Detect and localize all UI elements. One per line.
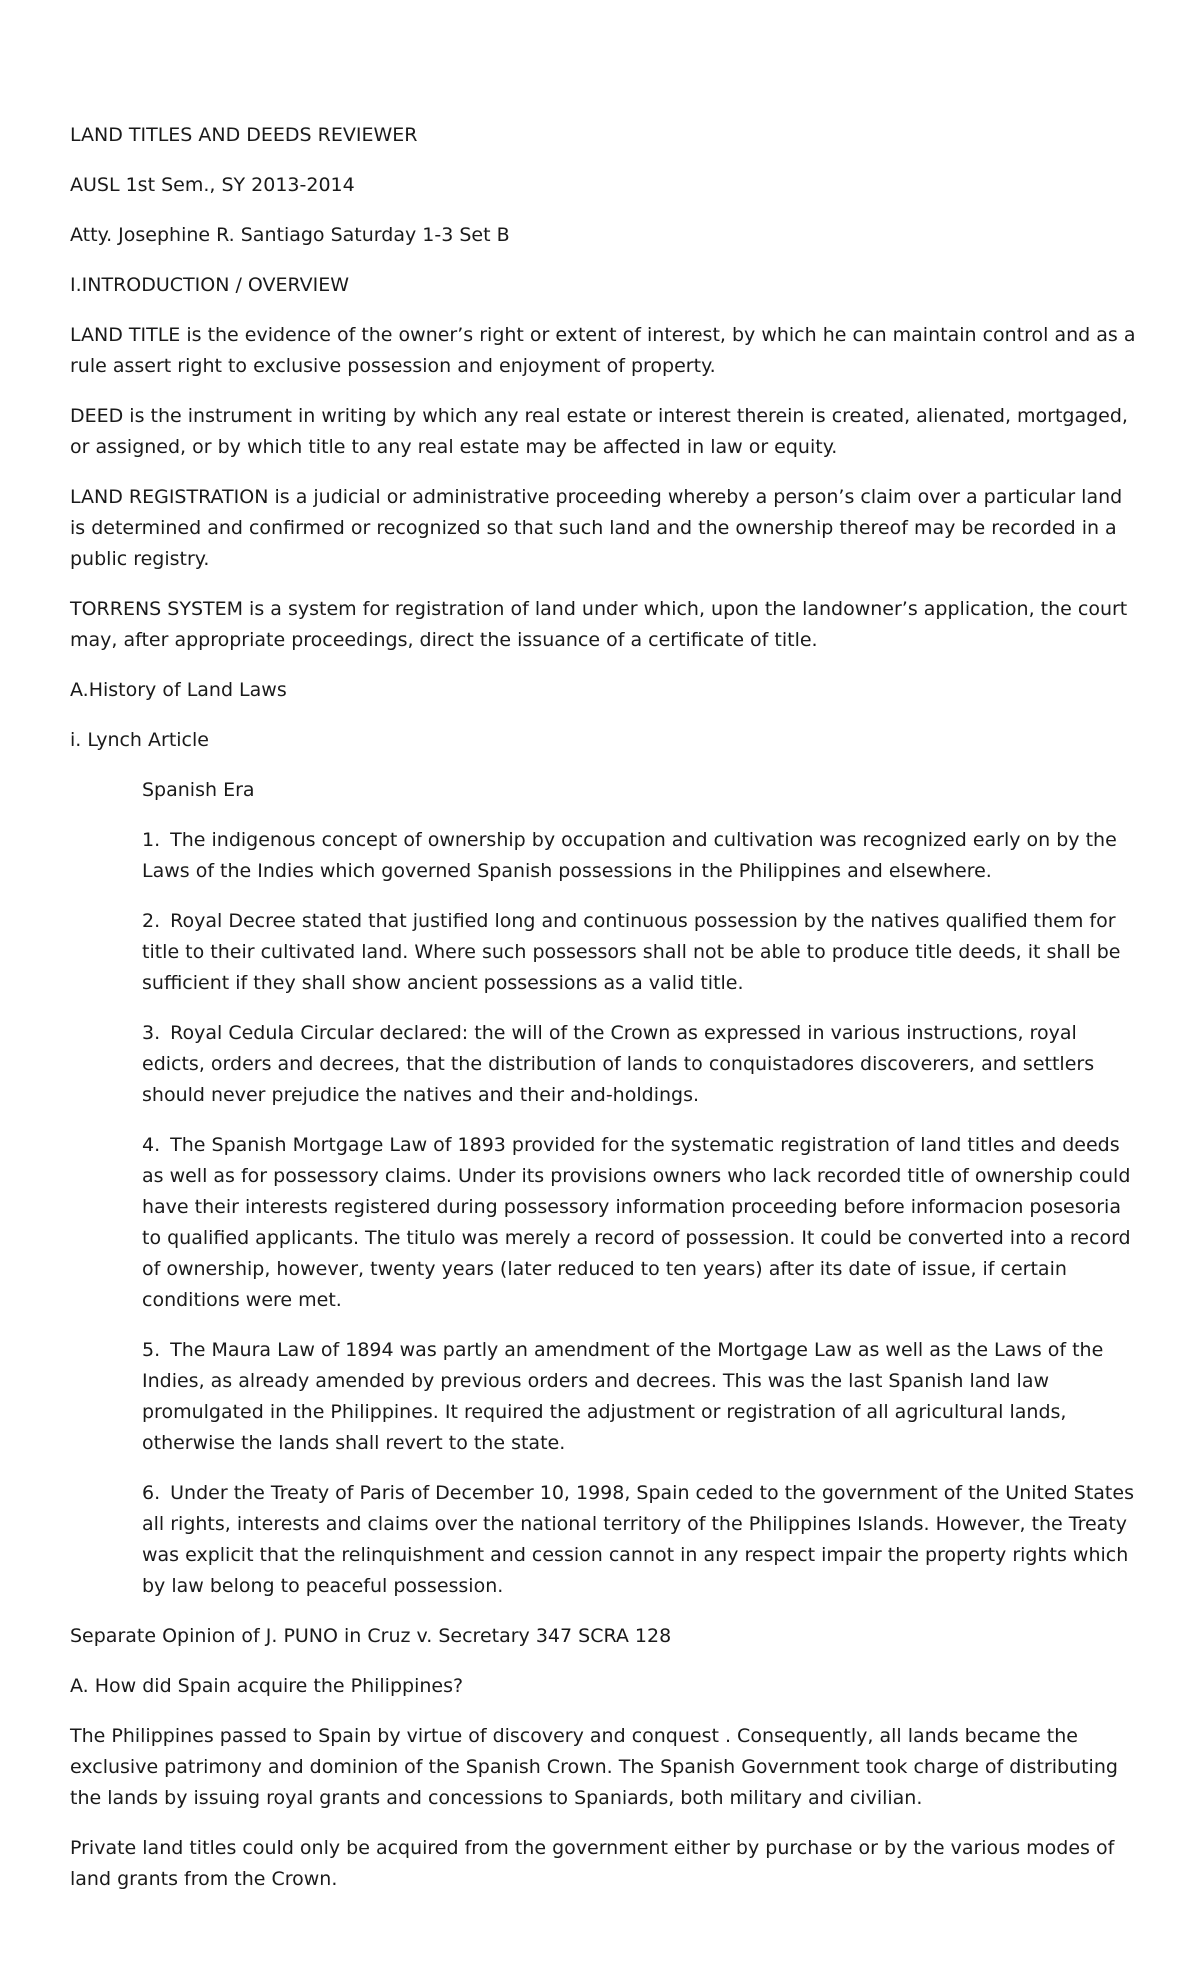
question-heading: A. How did Spain acquire the Philippines?: [70, 1675, 464, 1697]
list-item-text: Royal Decree stated that justified long and continuous possession by the natives qualified them for title to their cultivated land. Where such possessors shall not be able to produce title deeds, it shall be sufficient if they shall show ancient possessions as a valid title.: [142, 910, 1121, 994]
list-item: [142, 1335, 1140, 1459]
section-heading-intro: I.INTRODUCTION / OVERVIEW: [70, 274, 350, 296]
closing-paragraph: Private land titles could only be acquired from the government either by purchase or by the various modes of land grants from the Crown.: [70, 1837, 1115, 1890]
document-body: [70, 120, 1140, 1914]
list-item: [142, 1478, 1140, 1602]
document-title: LAND TITLES AND DEEDS REVIEWER: [70, 124, 418, 146]
era-heading: Spanish Era: [142, 779, 255, 801]
list-item-text: Under the Treaty of Paris of December 10, 1998, Spain ceded to the government of the United States all rights, interests and claims over the national territory of the Philippines Islands. However, the Treaty was explicit that the relinquishment and cession cannot in any respect impair the property rights which by law belong to peaceful possession.: [142, 1482, 1134, 1597]
list-item: [142, 825, 1140, 887]
list-item: [142, 1130, 1140, 1316]
list-item-text: Royal Cedula Circular declared: the will of the Crown as expressed in various instructions, royal edicts, orders and decrees, that the distribution of lands to conquistadores discoverers, and settlers should never prejudice the natives and their and-holdings.: [142, 1022, 1095, 1106]
definition-deed: DEED is the instrument in writing by which any real estate or interest therein is created, alienated, mortgaged, or assigned, or by which title to any real estate may be affected in law or equity.: [70, 405, 1128, 458]
subsection-heading-lynch: i. Lynch Article: [70, 729, 209, 751]
semester-line: AUSL 1st Sem., SY 2013-2014: [70, 174, 355, 196]
list-item: [142, 1018, 1140, 1111]
list-item-text: The indigenous concept of ownership by occupation and cultivation was recognized early on by the Laws of the Indies which governed Spanish possessions in the Philippines and elsewhere.: [142, 829, 1117, 882]
definition-land-title: LAND TITLE is the evidence of the owner’s right or extent of interest, by which he can maintain control and as a rule assert right to exclusive possession and enjoyment of property.: [70, 324, 1136, 377]
list-item: [142, 906, 1140, 999]
list-item-text: The Maura Law of 1894 was partly an amendment of the Mortgage Law as well as the Laws of the Indies, as already amended by previous orders and decrees. This was the last Spanish land law promulgated in the Philippines. It required the adjustment or registration of all agricultural lands, otherwise the lands shall revert to the state.: [142, 1339, 1104, 1454]
list-item-number: 5.: [142, 1339, 161, 1361]
subsection-heading-history: A.History of Land Laws: [70, 679, 287, 701]
list-item-number: 1.: [142, 829, 161, 851]
closing-paragraph: The Philippines passed to Spain by virtue of discovery and conquest . Consequently, all lands became the exclusive patrimony and dominion of the Spanish Crown. The Spanish Government took charge of distributing the lands by issuing royal grants and concessions to Spaniards, both military and civilian.: [70, 1725, 1118, 1809]
separate-opinion-heading: Separate Opinion of J. PUNO in Cruz v. Secretary 347 SCRA 128: [70, 1625, 672, 1647]
definition-torrens-system: TORRENS SYSTEM is a system for registration of land under which, upon the landowner’s application, the court may, after appropriate proceedings, direct the issuance of a certificate of title.: [70, 598, 1128, 651]
list-item-number: 6.: [142, 1482, 161, 1504]
list-item-text: The Spanish Mortgage Law of 1893 provided for the systematic registration of land titles and deeds as well as for possessory claims. Under its provisions owners who lack recorded title of ownership could have their interests registered during possessory information proceeding before informacion posesoria to qualified applicants. The titulo was merely a record of possession. It could be converted into a record of ownership, however, twenty years (later reduced to ten years) after its date of issue, if certain conditions were met.: [142, 1134, 1131, 1311]
list-item-number: 2.: [142, 910, 161, 932]
list-item-number: 4.: [142, 1134, 161, 1156]
list-item-number: 3.: [142, 1022, 161, 1044]
definition-land-registration: LAND REGISTRATION is a judicial or administrative proceeding whereby a person’s claim over a particular land is determined and confirmed or recognized so that such land and the ownership thereof may be recorded in a public registry.: [70, 486, 1123, 570]
instructor-line: Atty. Josephine R. Santiago Saturday 1-3 Set B: [70, 224, 510, 246]
